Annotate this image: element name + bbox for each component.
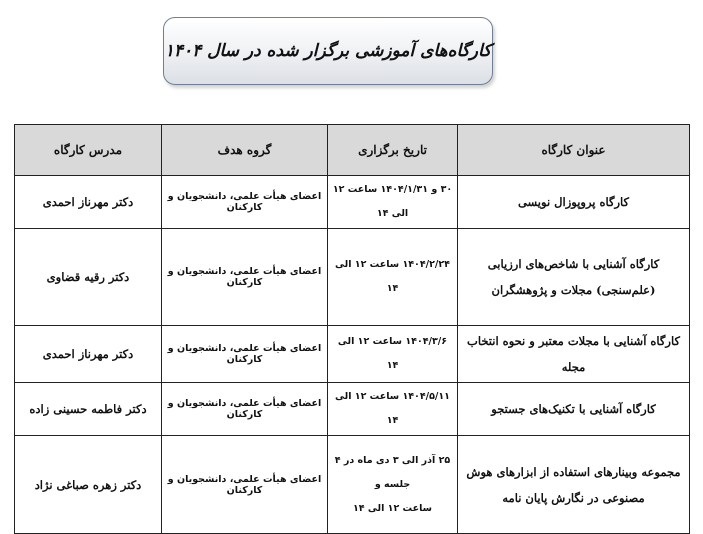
workshop-date <box>328 436 458 534</box>
header-teacher: مدرس کارگاه <box>15 125 162 176</box>
workshop-date <box>328 383 458 436</box>
target-group: اعضای هیأت علمی، دانشجویان و کارکنان <box>162 383 328 436</box>
workshops-table <box>14 124 690 534</box>
header-title: عنوان کارگاه <box>458 125 690 176</box>
workshop-teacher: دکتر مهرناز احمدی <box>15 176 162 229</box>
table-row <box>15 383 690 436</box>
page-title: کارگاه‌های آموزشی برگزار شده در سال ۱۴۰۴ <box>164 41 492 61</box>
table-header-row <box>15 125 690 176</box>
header-date: تاریخ برگزاری <box>328 125 458 176</box>
workshop-title: کارگاه آشنایی با تکنیک‌های جستجو <box>458 383 690 436</box>
table-row <box>15 229 690 326</box>
table-row <box>15 176 690 229</box>
workshop-title: کارگاه آشنایی با شاخص‌های ارزیابی (علم‌سنجی) مجلات و پژوهشگران <box>458 229 690 326</box>
table-row <box>15 326 690 383</box>
workshop-title: کارگاه پروپوزال نویسی <box>458 176 690 229</box>
date-line: ۲۵ آذر الی ۳ دی ماه در ۴ جلسه و <box>334 454 451 490</box>
target-group: اعضای هیأت علمی، دانشجویان و کارکنان <box>162 326 328 383</box>
target-group: اعضای هیأت علمی، دانشجویان و کارکنان <box>162 436 328 534</box>
date-line: ۳۰ و ۱۴۰۴/۱/۳۱ ساعت ۱۲ الی ۱۴ <box>332 184 453 219</box>
workshop-teacher: دکتر زهره صباغی نژاد <box>15 436 162 534</box>
workshop-teacher: دکتر مهرناز احمدی <box>15 326 162 383</box>
workshop-teacher: دکتر رقیه قضاوی <box>15 229 162 326</box>
table-row <box>15 436 690 534</box>
header-group: گروه هدف <box>162 125 328 176</box>
target-group: اعضای هیأت علمی، دانشجویان و کارکنان <box>162 176 328 229</box>
target-group: اعضای هیأت علمی، دانشجویان و کارکنان <box>162 229 328 326</box>
workshop-date <box>328 176 458 229</box>
date-line: ۱۴۰۴/۲/۲۴ ساعت ۱۲ الی ۱۴ <box>335 259 450 294</box>
workshop-title: کارگاه آشنایی با مجلات معتبر و نحوه انتخاب مجله <box>458 326 690 383</box>
workshop-title: مجموعه وبینارهای استفاده از ابزارهای هوش مصنوعی در نگارش پایان نامه <box>458 436 690 534</box>
date-line: ۱۴۰۴/۳/۶ ساعت ۱۲ الی ۱۴ <box>337 336 448 371</box>
workshop-date <box>328 326 458 383</box>
page-title-box <box>163 17 493 85</box>
date-line: ۱۴۰۴/۵/۱۱ ساعت ۱۲ الی ۱۴ <box>335 391 450 426</box>
date-line: ساعت ۱۲ الی ۱۴ <box>352 502 433 514</box>
workshop-teacher: دکتر فاطمه حسینی زاده <box>15 383 162 436</box>
workshop-date <box>328 229 458 326</box>
